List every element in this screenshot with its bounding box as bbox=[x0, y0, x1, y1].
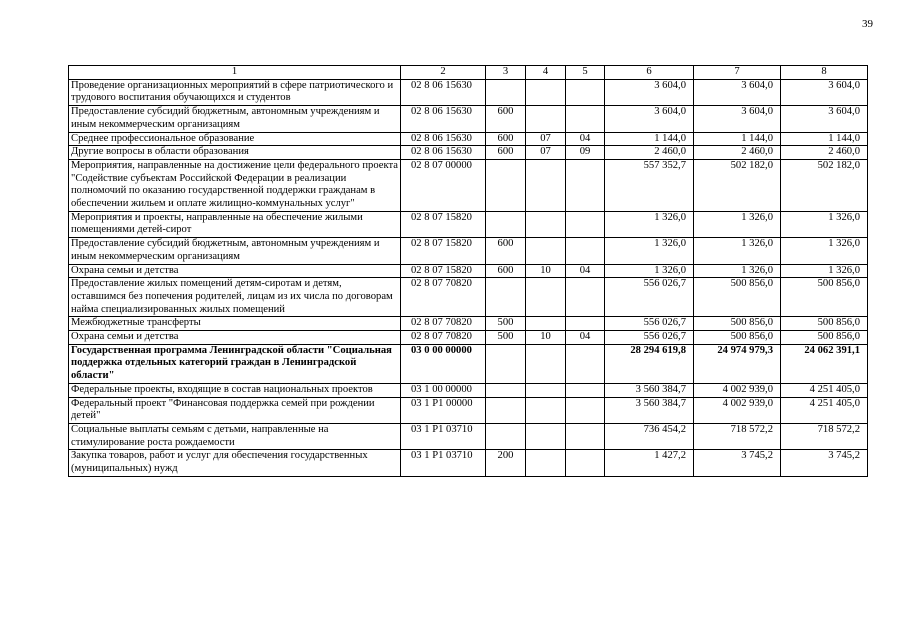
row-col3-cell: 600 bbox=[486, 264, 526, 278]
table-row bbox=[69, 331, 868, 345]
row-value-col6: 2 460,0 bbox=[605, 146, 694, 160]
row-col5-cell bbox=[566, 238, 605, 264]
row-value-col6: 1 326,0 bbox=[605, 238, 694, 264]
row-col3-cell: 600 bbox=[486, 132, 526, 146]
row-col4-cell bbox=[526, 106, 566, 132]
row-col4-cell bbox=[526, 383, 566, 397]
header-cell: 4 bbox=[526, 66, 566, 80]
row-value-col7: 1 326,0 bbox=[694, 211, 781, 237]
row-value-col7: 4 002 939,0 bbox=[694, 383, 781, 397]
row-col3-cell bbox=[486, 211, 526, 237]
row-col5-cell: 04 bbox=[566, 331, 605, 345]
row-col4-cell bbox=[526, 397, 566, 423]
row-col3-cell bbox=[486, 278, 526, 317]
row-col5-cell bbox=[566, 450, 605, 476]
row-value-col6: 1 427,2 bbox=[605, 450, 694, 476]
row-value-col7: 500 856,0 bbox=[694, 317, 781, 331]
row-value-col8: 24 062 391,1 bbox=[781, 344, 868, 383]
row-value-col7: 24 974 979,3 bbox=[694, 344, 781, 383]
row-name-cell: Закупка товаров, работ и услуг для обеспечения государственных (муниципальных) нужд bbox=[69, 450, 401, 476]
row-name-cell: Охрана семьи и детства bbox=[69, 331, 401, 345]
row-col5-cell bbox=[566, 423, 605, 449]
table-row bbox=[69, 397, 868, 423]
row-col5-cell bbox=[566, 317, 605, 331]
row-col3-cell bbox=[486, 344, 526, 383]
row-value-col8: 2 460,0 bbox=[781, 146, 868, 160]
row-code-cell: 02 8 07 70820 bbox=[401, 278, 486, 317]
row-value-col8: 1 144,0 bbox=[781, 132, 868, 146]
row-col4-cell bbox=[526, 317, 566, 331]
header-cell: 1 bbox=[69, 66, 401, 80]
row-value-col6: 1 144,0 bbox=[605, 132, 694, 146]
row-col5-cell bbox=[566, 79, 605, 105]
budget-table bbox=[68, 65, 868, 477]
row-value-col6: 3 560 384,7 bbox=[605, 383, 694, 397]
row-value-col8: 3 604,0 bbox=[781, 106, 868, 132]
header-cell: 2 bbox=[401, 66, 486, 80]
row-code-cell: 03 1 P1 00000 bbox=[401, 397, 486, 423]
row-col4-cell bbox=[526, 211, 566, 237]
header-cell: 3 bbox=[486, 66, 526, 80]
header-cell: 5 bbox=[566, 66, 605, 80]
row-value-col8: 718 572,2 bbox=[781, 423, 868, 449]
row-value-col8: 1 326,0 bbox=[781, 264, 868, 278]
row-col4-cell bbox=[526, 450, 566, 476]
row-col4-cell: 07 bbox=[526, 132, 566, 146]
row-code-cell: 02 8 07 00000 bbox=[401, 159, 486, 211]
table-row bbox=[69, 211, 868, 237]
table-row bbox=[69, 79, 868, 105]
row-code-cell: 02 8 07 70820 bbox=[401, 331, 486, 345]
row-col5-cell bbox=[566, 106, 605, 132]
row-col5-cell bbox=[566, 344, 605, 383]
row-col4-cell bbox=[526, 344, 566, 383]
table-row bbox=[69, 344, 868, 383]
row-value-col8: 500 856,0 bbox=[781, 331, 868, 345]
row-col4-cell bbox=[526, 79, 566, 105]
row-col4-cell bbox=[526, 423, 566, 449]
row-value-col6: 28 294 619,8 bbox=[605, 344, 694, 383]
header-cell: 7 bbox=[694, 66, 781, 80]
row-value-col6: 557 352,7 bbox=[605, 159, 694, 211]
table-row bbox=[69, 450, 868, 476]
row-value-col6: 736 454,2 bbox=[605, 423, 694, 449]
row-value-col8: 4 251 405,0 bbox=[781, 383, 868, 397]
row-col5-cell bbox=[566, 397, 605, 423]
row-col3-cell: 500 bbox=[486, 317, 526, 331]
row-name-cell: Мероприятия, направленные на достижение цели федерального проекта "Содействие субъектам Российской Федерации в реализации полномочий по оказанию государственной поддержки гражданам в обеспечении жильем и оплате жилищно-коммунальных услуг" bbox=[69, 159, 401, 211]
row-value-col6: 556 026,7 bbox=[605, 278, 694, 317]
row-col3-cell bbox=[486, 383, 526, 397]
row-name-cell: Проведение организационных мероприятий в сфере патриотического и трудового воспитания обучающихся и студентов bbox=[69, 79, 401, 105]
row-code-cell: 02 8 07 15820 bbox=[401, 264, 486, 278]
table-row bbox=[69, 132, 868, 146]
row-value-col7: 1 144,0 bbox=[694, 132, 781, 146]
row-name-cell: Охрана семьи и детства bbox=[69, 264, 401, 278]
row-name-cell: Социальные выплаты семьям с детьми, направленные на стимулирование роста рождаемости bbox=[69, 423, 401, 449]
row-col4-cell: 10 bbox=[526, 331, 566, 345]
table-row bbox=[69, 106, 868, 132]
row-col3-cell: 600 bbox=[486, 238, 526, 264]
row-value-col6: 3 604,0 bbox=[605, 79, 694, 105]
row-name-cell: Предоставление жилых помещений детям-сиротам и детям, оставшимся без попечения родителей, лицам из их числа по договорам найма специализированных жилых помещений bbox=[69, 278, 401, 317]
row-col3-cell bbox=[486, 159, 526, 211]
page-number: 39 bbox=[862, 18, 873, 30]
row-code-cell: 02 8 06 15630 bbox=[401, 79, 486, 105]
row-code-cell: 02 8 06 15630 bbox=[401, 132, 486, 146]
row-col5-cell: 04 bbox=[566, 132, 605, 146]
row-value-col8: 502 182,0 bbox=[781, 159, 868, 211]
row-value-col7: 4 002 939,0 bbox=[694, 397, 781, 423]
row-col4-cell bbox=[526, 278, 566, 317]
table-row bbox=[69, 423, 868, 449]
row-col3-cell: 500 bbox=[486, 331, 526, 345]
row-col5-cell bbox=[566, 211, 605, 237]
table-row bbox=[69, 264, 868, 278]
row-col3-cell bbox=[486, 423, 526, 449]
row-col3-cell bbox=[486, 79, 526, 105]
row-col5-cell: 09 bbox=[566, 146, 605, 160]
row-col5-cell: 04 bbox=[566, 264, 605, 278]
row-value-col8: 500 856,0 bbox=[781, 278, 868, 317]
row-value-col6: 1 326,0 bbox=[605, 264, 694, 278]
row-value-col6: 1 326,0 bbox=[605, 211, 694, 237]
row-col4-cell: 07 bbox=[526, 146, 566, 160]
row-col4-cell: 10 bbox=[526, 264, 566, 278]
row-col3-cell bbox=[486, 397, 526, 423]
row-code-cell: 03 1 P1 03710 bbox=[401, 423, 486, 449]
row-col4-cell bbox=[526, 238, 566, 264]
row-value-col8: 500 856,0 bbox=[781, 317, 868, 331]
row-col5-cell bbox=[566, 383, 605, 397]
row-col3-cell: 600 bbox=[486, 146, 526, 160]
table-row bbox=[69, 278, 868, 317]
row-value-col7: 500 856,0 bbox=[694, 331, 781, 345]
row-name-cell: Федеральные проекты, входящие в состав национальных проектов bbox=[69, 383, 401, 397]
row-code-cell: 02 8 07 15820 bbox=[401, 211, 486, 237]
row-col3-cell: 200 bbox=[486, 450, 526, 476]
row-value-col8: 1 326,0 bbox=[781, 211, 868, 237]
row-col4-cell bbox=[526, 159, 566, 211]
row-code-cell: 02 8 06 15630 bbox=[401, 106, 486, 132]
row-value-col6: 556 026,7 bbox=[605, 317, 694, 331]
row-name-cell: Предоставление субсидий бюджетным, автономным учреждениям и иным некоммерческим организациям bbox=[69, 238, 401, 264]
row-value-col8: 3 604,0 bbox=[781, 79, 868, 105]
row-name-cell: Предоставление субсидий бюджетным, автономным учреждениям и иным некоммерческим организациям bbox=[69, 106, 401, 132]
row-code-cell: 02 8 07 70820 bbox=[401, 317, 486, 331]
row-value-col8: 4 251 405,0 bbox=[781, 397, 868, 423]
row-code-cell: 03 0 00 00000 bbox=[401, 344, 486, 383]
table-row bbox=[69, 146, 868, 160]
row-name-cell: Государственная программа Ленинградской области "Социальная поддержка отдельных категорий граждан в Ленинградской области" bbox=[69, 344, 401, 383]
row-value-col7: 1 326,0 bbox=[694, 264, 781, 278]
header-cell: 6 bbox=[605, 66, 694, 80]
table-header-row bbox=[69, 66, 868, 80]
row-value-col8: 1 326,0 bbox=[781, 238, 868, 264]
row-value-col7: 718 572,2 bbox=[694, 423, 781, 449]
row-col3-cell: 600 bbox=[486, 106, 526, 132]
row-name-cell: Межбюджетные трансферты bbox=[69, 317, 401, 331]
row-col5-cell bbox=[566, 278, 605, 317]
table-row bbox=[69, 159, 868, 211]
table-row bbox=[69, 317, 868, 331]
row-value-col6: 3 604,0 bbox=[605, 106, 694, 132]
row-name-cell: Среднее профессиональное образование bbox=[69, 132, 401, 146]
table-row bbox=[69, 238, 868, 264]
row-value-col7: 3 604,0 bbox=[694, 106, 781, 132]
row-value-col8: 3 745,2 bbox=[781, 450, 868, 476]
row-code-cell: 02 8 07 15820 bbox=[401, 238, 486, 264]
header-cell: 8 bbox=[781, 66, 868, 80]
row-value-col6: 3 560 384,7 bbox=[605, 397, 694, 423]
row-name-cell: Мероприятия и проекты, направленные на обеспечение жилыми помещениями детей-сирот bbox=[69, 211, 401, 237]
row-code-cell: 02 8 06 15630 bbox=[401, 146, 486, 160]
row-value-col7: 502 182,0 bbox=[694, 159, 781, 211]
row-name-cell: Другие вопросы в области образования bbox=[69, 146, 401, 160]
row-code-cell: 03 1 P1 03710 bbox=[401, 450, 486, 476]
row-value-col7: 3 745,2 bbox=[694, 450, 781, 476]
row-value-col6: 556 026,7 bbox=[605, 331, 694, 345]
row-value-col7: 3 604,0 bbox=[694, 79, 781, 105]
table-row bbox=[69, 383, 868, 397]
row-code-cell: 03 1 00 00000 bbox=[401, 383, 486, 397]
row-value-col7: 2 460,0 bbox=[694, 146, 781, 160]
row-col5-cell bbox=[566, 159, 605, 211]
row-name-cell: Федеральный проект "Финансовая поддержка семей при рождении детей" bbox=[69, 397, 401, 423]
row-value-col7: 1 326,0 bbox=[694, 238, 781, 264]
row-value-col7: 500 856,0 bbox=[694, 278, 781, 317]
